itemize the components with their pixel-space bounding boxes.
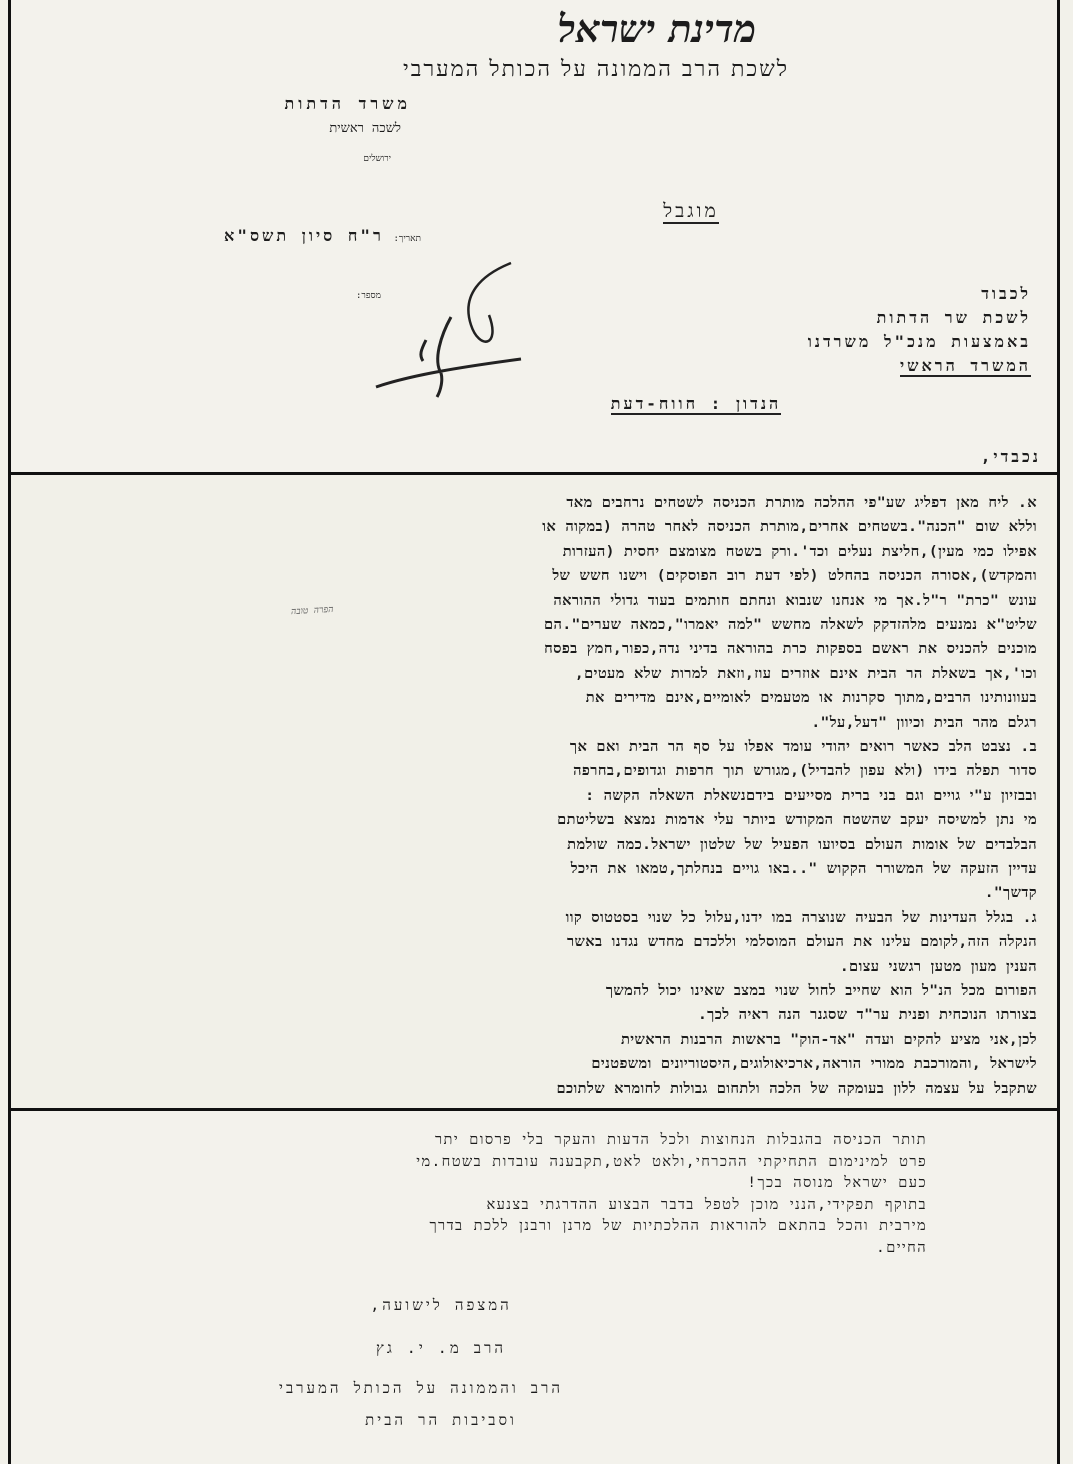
body-line: הבלבדים של אומות העולם בסיועו הפעיל של שלטון ישראל.כמה שולמת [567, 835, 1037, 853]
recipient-line-2: לשכת שר הדתות [876, 308, 1031, 327]
city-name: ירושלים [363, 154, 391, 164]
salutation: נכבדי, [980, 447, 1041, 466]
letterhead-panel [8, 0, 1060, 475]
body-line: ב. נצבט הלב כאשר רואים יהודי עומד אפלו על סף הר הבית ואם אך [569, 738, 1037, 755]
body-line: קדשך". [984, 884, 1037, 902]
body-line: שתקבל על עצמה ללון בעומקה של הלכה ולתחום גבולות לחומרא שלתוכם [556, 1079, 1037, 1097]
ministry-name: משרד הדתות [284, 94, 411, 113]
date-value: ר"ח סיון תשס"א [224, 226, 384, 245]
body-line: ובבזיון ע"י גויים וגם בני ברית מסייעים בידםנשאלת השאלה הקשה : [585, 786, 1037, 804]
body-line: בצורתו הנוכחית ופנית ער"ד שסגנר הנה ראיה לכך. [697, 1006, 1037, 1024]
body-line: מי נתן למשיסה יעקב שהשטח המקודש ביותר עלי אדמות נמצא בשליטתם [557, 811, 1037, 829]
body-panel [8, 472, 1060, 1112]
body-line: וכו',אך בשאלת הר הבית אינם אוזרים עוז,וזאת למרות שלא מעטים, [574, 664, 1037, 682]
margin-note: הפרה טובה [290, 604, 334, 618]
date-row [71, 226, 421, 246]
letterhead-title: מדינת ישראל [557, 6, 757, 51]
continuation-line: פרט למינימום התחיקתי ההכרחי,ולאט לאט,תקבענה עובדות בשטח.מי [416, 1152, 927, 1170]
body-line: לישראל ,והמורכבת ממורי הוראה,ארכיאולוגים,היסטוריונים ומשפטנים [591, 1055, 1037, 1073]
handwritten-signature-mark [371, 255, 551, 405]
continuation-line: בתוקף תפקידי,הנני מוכן לטפל בדבר הבצוע ההדרגתי בצנעא [486, 1195, 927, 1213]
closing-line: המצפה לישועה, [370, 1296, 512, 1314]
office-name: לשכה ראשית [329, 121, 401, 136]
body-line: סדור תפלה בידו (ולא עפון להבדיל),מגורש תוך חרפות וגדופים,בחרפה [573, 762, 1037, 780]
body-line: ג. בגלל העדינות של הבעיה שנוצרה במו ידנו,עלול כל שנוי בסטטוס קוו [565, 908, 1037, 926]
letterhead-subtitle: לשכת הרב הממונה על הכותל המערבי [402, 57, 790, 82]
continuation-line: תותר הכניסה בהגבלות הנחוצות ולכל הדעות והעקר בלי פרסום יתר [434, 1131, 927, 1148]
continuation-panel [8, 1108, 1060, 1464]
body-line: אפילו כמי מעין),חליצת נעלים וכד'.ורק בשטח מצומצם יחסית (העזרות [562, 542, 1037, 560]
number-label: מספר: [355, 291, 381, 301]
body-line: הפורום מכל הנ"ל הוא שחייב לחול שנוי במצב שאינו יכול להמשך [605, 982, 1037, 999]
signer-name: הרב מ. י. גץ [376, 1339, 506, 1357]
body-line: הענין מעון מטען רגשני עצום. [839, 957, 1037, 975]
body-line: הנקלה הזה,לקומם עלינו את העולם המוסלמי וללכדם מחדש נגדנו באשר [566, 933, 1037, 951]
body-line: עונש "כרת" ר"ל.אך מי אנחנו שנבוא ונחתם חותמים בעוד גדולי ההוראה [553, 591, 1037, 609]
body-line: שליט"א נמנעים מלהזדקק לשאלה מחשש "למה יאמרו",כמאה שערים".הם [544, 616, 1037, 633]
classification-label: מוגבל [663, 200, 719, 222]
body-line: רגלם מהר הבית וכיוון "דעל,על". [811, 713, 1037, 731]
continuation-line: מירבית והכל בהתאם להוראות ההלכתיות של מרנן ורבנן ללכת בדרך [429, 1217, 927, 1234]
continuation-line: החיים. [876, 1238, 927, 1256]
body-line: וללא שום "הכנה".בשטחים אחרים,מותרת הכניסה לאחר טהרה (במקוה או [542, 518, 1037, 536]
subject-line: הנדון : חווח-דעת [610, 394, 782, 413]
body-line: לכן,אני מציע להקים ועדה "אד-הוק" בראשות הרבנות הראשית [620, 1030, 1037, 1048]
body-line: א. ליח מאן דפליג שע"פי ההלכה מותרת הכניסה לשטחים נרחבים מאד [566, 494, 1037, 511]
signer-role-2: וסביבות הר הבית [365, 1411, 517, 1429]
signer-role-1: הרב והממונה על הכותל המערבי [279, 1379, 563, 1397]
recipient-line-4: המשרד הראשי [899, 356, 1031, 375]
date-label: תאריך: [393, 234, 421, 244]
recipient-line-1: לכבוד [981, 284, 1031, 303]
body-line: עדיין הזעקה של המשורר הקקוש "..באו גויים בנחלתך,טמאו את היכל [570, 860, 1037, 877]
body-line: והמקדש),אסורה הכניסה בהחלט (לפי דעת רוב הפוסקים) וישנו חשש של [552, 567, 1037, 585]
body-line: מוכנים להכניס את ראשם בספקות כרת בהוראה בדיני נדה,כפור,חמץ בפסח [544, 640, 1037, 658]
continuation-line: כעם ישראל מנוסה בכך! [747, 1174, 927, 1191]
recipient-block [711, 282, 1031, 378]
body-line: בעוונותינו הרבים,מתוך סקרנות או מטעמים לאומיים,אינם מדירים את [585, 689, 1037, 707]
recipient-line-3: באמצעות מנכ"ל משרדנו [807, 332, 1031, 351]
